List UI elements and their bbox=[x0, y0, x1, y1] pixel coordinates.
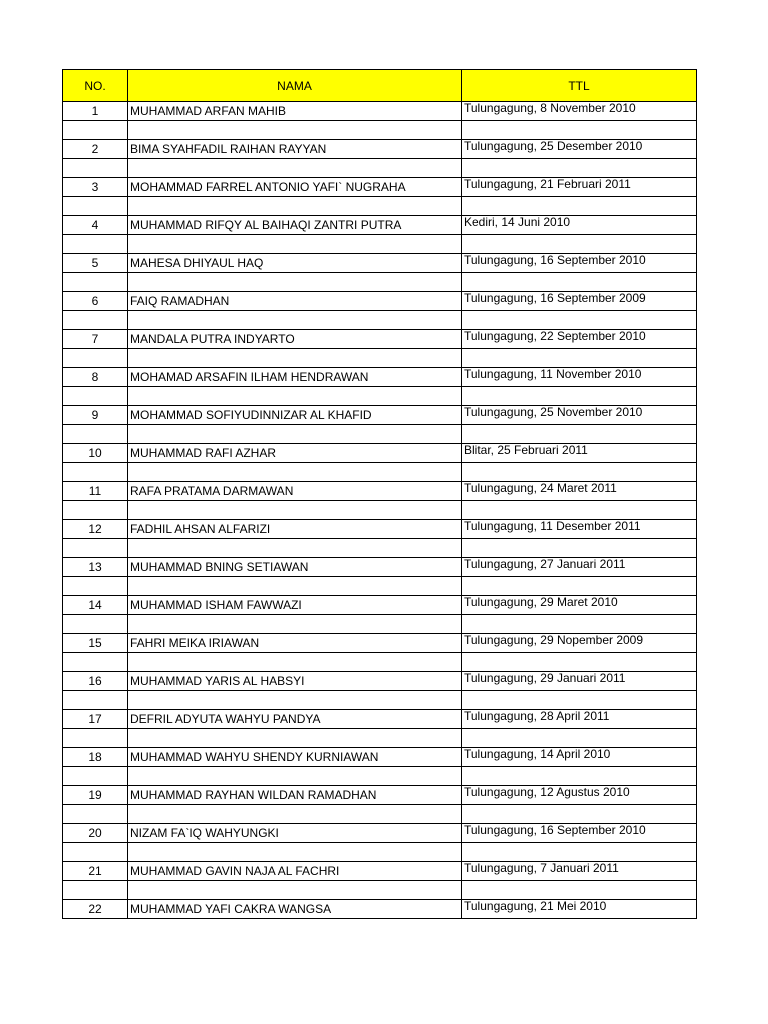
spacer-row bbox=[63, 653, 697, 672]
empty-cell bbox=[128, 615, 462, 634]
empty-cell bbox=[63, 121, 128, 140]
empty-cell bbox=[63, 729, 128, 748]
table-row bbox=[63, 710, 697, 729]
cell-ttl: Tulungagung, 16 September 2010 bbox=[462, 254, 697, 273]
empty-cell bbox=[128, 843, 462, 862]
empty-cell bbox=[128, 425, 462, 444]
empty-cell bbox=[63, 463, 128, 482]
empty-cell bbox=[128, 387, 462, 406]
cell-no: 8 bbox=[63, 368, 128, 387]
empty-cell bbox=[128, 311, 462, 330]
spacer-row bbox=[63, 501, 697, 520]
empty-cell bbox=[462, 311, 697, 330]
header-no: NO. bbox=[63, 70, 128, 102]
cell-ttl: Kediri, 14 Juni 2010 bbox=[462, 216, 697, 235]
empty-cell bbox=[63, 425, 128, 444]
table-row bbox=[63, 786, 697, 805]
spacer-row bbox=[63, 729, 697, 748]
cell-nama: MOHAMAD ARSAFIN ILHAM HENDRAWAN bbox=[128, 368, 462, 387]
empty-cell bbox=[63, 881, 128, 900]
cell-ttl: Tulungagung, 11 November 2010 bbox=[462, 368, 697, 387]
table-row bbox=[63, 140, 697, 159]
spacer-row bbox=[63, 577, 697, 596]
cell-ttl: Tulungagung, 21 Mei 2010 bbox=[462, 900, 697, 919]
cell-nama: MUHAMMAD ARFAN MAHIB bbox=[128, 102, 462, 121]
spacer-row bbox=[63, 615, 697, 634]
empty-cell bbox=[462, 539, 697, 558]
cell-ttl: Tulungagung, 14 April 2010 bbox=[462, 748, 697, 767]
cell-ttl: Blitar, 25 Februari 2011 bbox=[462, 444, 697, 463]
empty-cell bbox=[128, 767, 462, 786]
cell-no: 13 bbox=[63, 558, 128, 577]
cell-ttl: Tulungagung, 16 September 2010 bbox=[462, 824, 697, 843]
student-table bbox=[62, 69, 697, 919]
table-row bbox=[63, 254, 697, 273]
header-nama: NAMA bbox=[128, 70, 462, 102]
cell-ttl: Tulungagung, 8 November 2010 bbox=[462, 102, 697, 121]
spacer-row bbox=[63, 387, 697, 406]
spacer-row bbox=[63, 425, 697, 444]
cell-ttl: Tulungagung, 11 Desember 2011 bbox=[462, 520, 697, 539]
empty-cell bbox=[63, 235, 128, 254]
empty-cell bbox=[462, 577, 697, 596]
spacer-row bbox=[63, 843, 697, 862]
cell-nama: MOHAMMAD FARREL ANTONIO YAFI` NUGRAHA bbox=[128, 178, 462, 197]
cell-no: 7 bbox=[63, 330, 128, 349]
spacer-row bbox=[63, 539, 697, 558]
cell-no: 15 bbox=[63, 634, 128, 653]
cell-ttl: Tulungagung, 25 Desember 2010 bbox=[462, 140, 697, 159]
spacer-row bbox=[63, 881, 697, 900]
spacer-row bbox=[63, 805, 697, 824]
cell-nama: MUHAMMAD ISHAM FAWWAZI bbox=[128, 596, 462, 615]
table-row bbox=[63, 444, 697, 463]
table-row bbox=[63, 558, 697, 577]
cell-ttl: Tulungagung, 29 Maret 2010 bbox=[462, 596, 697, 615]
empty-cell bbox=[63, 805, 128, 824]
header-row bbox=[63, 70, 697, 102]
cell-no: 6 bbox=[63, 292, 128, 311]
cell-nama: MANDALA PUTRA INDYARTO bbox=[128, 330, 462, 349]
empty-cell bbox=[63, 539, 128, 558]
cell-no: 4 bbox=[63, 216, 128, 235]
spacer-row bbox=[63, 767, 697, 786]
table-row bbox=[63, 406, 697, 425]
empty-cell bbox=[462, 805, 697, 824]
cell-nama: MUHAMMAD GAVIN NAJA AL FACHRI bbox=[128, 862, 462, 881]
cell-nama: FAHRI MEIKA IRIAWAN bbox=[128, 634, 462, 653]
spacer-row bbox=[63, 311, 697, 330]
empty-cell bbox=[462, 425, 697, 444]
cell-ttl: Tulungagung, 29 Januari 2011 bbox=[462, 672, 697, 691]
cell-no: 21 bbox=[63, 862, 128, 881]
spacer-row bbox=[63, 349, 697, 368]
empty-cell bbox=[462, 653, 697, 672]
cell-nama: MUHAMMAD RAYHAN WILDAN RAMADHAN bbox=[128, 786, 462, 805]
empty-cell bbox=[462, 463, 697, 482]
empty-cell bbox=[63, 349, 128, 368]
empty-cell bbox=[128, 235, 462, 254]
table-row bbox=[63, 672, 697, 691]
table-header bbox=[63, 70, 697, 102]
spacer-row bbox=[63, 121, 697, 140]
cell-no: 17 bbox=[63, 710, 128, 729]
cell-nama: MUHAMMAD BNING SETIAWAN bbox=[128, 558, 462, 577]
empty-cell bbox=[462, 197, 697, 216]
table-row bbox=[63, 216, 697, 235]
cell-no: 5 bbox=[63, 254, 128, 273]
table-row bbox=[63, 178, 697, 197]
spacer-row bbox=[63, 273, 697, 292]
cell-no: 18 bbox=[63, 748, 128, 767]
empty-cell bbox=[128, 501, 462, 520]
table-row bbox=[63, 368, 697, 387]
empty-cell bbox=[128, 273, 462, 292]
empty-cell bbox=[462, 273, 697, 292]
empty-cell bbox=[63, 197, 128, 216]
empty-cell bbox=[462, 387, 697, 406]
empty-cell bbox=[128, 463, 462, 482]
cell-nama: BIMA SYAHFADIL RAIHAN RAYYAN bbox=[128, 140, 462, 159]
empty-cell bbox=[128, 653, 462, 672]
cell-no: 14 bbox=[63, 596, 128, 615]
empty-cell bbox=[462, 235, 697, 254]
cell-ttl: Tulungagung, 7 Januari 2011 bbox=[462, 862, 697, 881]
empty-cell bbox=[63, 615, 128, 634]
empty-cell bbox=[462, 843, 697, 862]
table-row bbox=[63, 482, 697, 501]
cell-nama: MUHAMMAD RIFQY AL BAIHAQI ZANTRI PUTRA bbox=[128, 216, 462, 235]
empty-cell bbox=[63, 767, 128, 786]
cell-ttl: Tulungagung, 28 April 2011 bbox=[462, 710, 697, 729]
empty-cell bbox=[462, 349, 697, 368]
empty-cell bbox=[63, 843, 128, 862]
table-row bbox=[63, 862, 697, 881]
spacer-row bbox=[63, 691, 697, 710]
cell-no: 16 bbox=[63, 672, 128, 691]
cell-ttl: Tulungagung, 12 Agustus 2010 bbox=[462, 786, 697, 805]
cell-nama: FAIQ RAMADHAN bbox=[128, 292, 462, 311]
cell-no: 1 bbox=[63, 102, 128, 121]
cell-no: 3 bbox=[63, 178, 128, 197]
cell-nama: MAHESA DHIYAUL HAQ bbox=[128, 254, 462, 273]
cell-ttl: Tulungagung, 21 Februari 2011 bbox=[462, 178, 697, 197]
cell-nama: MUHAMMAD WAHYU SHENDY KURNIAWAN bbox=[128, 748, 462, 767]
cell-ttl: Tulungagung, 16 September 2009 bbox=[462, 292, 697, 311]
cell-nama: DEFRIL ADYUTA WAHYU PANDYA bbox=[128, 710, 462, 729]
table-row bbox=[63, 102, 697, 121]
cell-ttl: Tulungagung, 27 Januari 2011 bbox=[462, 558, 697, 577]
cell-nama: NIZAM FA`IQ WAHYUNGKI bbox=[128, 824, 462, 843]
cell-no: 11 bbox=[63, 482, 128, 501]
empty-cell bbox=[63, 387, 128, 406]
empty-cell bbox=[462, 729, 697, 748]
spacer-row bbox=[63, 197, 697, 216]
empty-cell bbox=[462, 767, 697, 786]
cell-no: 19 bbox=[63, 786, 128, 805]
empty-cell bbox=[63, 273, 128, 292]
empty-cell bbox=[128, 197, 462, 216]
empty-cell bbox=[462, 881, 697, 900]
empty-cell bbox=[462, 691, 697, 710]
table-row bbox=[63, 900, 697, 919]
empty-cell bbox=[63, 691, 128, 710]
empty-cell bbox=[462, 501, 697, 520]
student-list-sheet bbox=[62, 69, 696, 919]
cell-nama: RAFA PRATAMA DARMAWAN bbox=[128, 482, 462, 501]
cell-nama: FADHIL AHSAN ALFARIZI bbox=[128, 520, 462, 539]
cell-no: 20 bbox=[63, 824, 128, 843]
cell-nama: MUHAMMAD RAFI AZHAR bbox=[128, 444, 462, 463]
empty-cell bbox=[128, 729, 462, 748]
empty-cell bbox=[128, 159, 462, 178]
empty-cell bbox=[128, 121, 462, 140]
empty-cell bbox=[63, 653, 128, 672]
spacer-row bbox=[63, 159, 697, 178]
empty-cell bbox=[462, 121, 697, 140]
cell-no: 22 bbox=[63, 900, 128, 919]
table-row bbox=[63, 520, 697, 539]
table-row bbox=[63, 748, 697, 767]
cell-nama: MUHAMMAD YAFI CAKRA WANGSA bbox=[128, 900, 462, 919]
cell-nama: MUHAMMAD YARIS AL HABSYI bbox=[128, 672, 462, 691]
empty-cell bbox=[462, 615, 697, 634]
cell-ttl: Tulungagung, 24 Maret 2011 bbox=[462, 482, 697, 501]
spacer-row bbox=[63, 235, 697, 254]
table-row bbox=[63, 634, 697, 653]
empty-cell bbox=[128, 539, 462, 558]
cell-nama: MOHAMMAD SOFIYUDINNIZAR AL KHAFID bbox=[128, 406, 462, 425]
cell-no: 9 bbox=[63, 406, 128, 425]
empty-cell bbox=[63, 159, 128, 178]
cell-ttl: Tulungagung, 29 Nopember 2009 bbox=[462, 634, 697, 653]
cell-no: 12 bbox=[63, 520, 128, 539]
empty-cell bbox=[128, 881, 462, 900]
empty-cell bbox=[128, 577, 462, 596]
empty-cell bbox=[128, 805, 462, 824]
table-row bbox=[63, 824, 697, 843]
empty-cell bbox=[462, 159, 697, 178]
spacer-row bbox=[63, 463, 697, 482]
table-row bbox=[63, 596, 697, 615]
table-row bbox=[63, 330, 697, 349]
empty-cell bbox=[63, 311, 128, 330]
header-ttl: TTL bbox=[462, 70, 697, 102]
cell-no: 2 bbox=[63, 140, 128, 159]
cell-ttl: Tulungagung, 22 September 2010 bbox=[462, 330, 697, 349]
empty-cell bbox=[63, 501, 128, 520]
cell-ttl: Tulungagung, 25 November 2010 bbox=[462, 406, 697, 425]
table-row bbox=[63, 292, 697, 311]
cell-no: 10 bbox=[63, 444, 128, 463]
empty-cell bbox=[128, 349, 462, 368]
empty-cell bbox=[128, 691, 462, 710]
empty-cell bbox=[63, 577, 128, 596]
table-body bbox=[63, 102, 697, 919]
